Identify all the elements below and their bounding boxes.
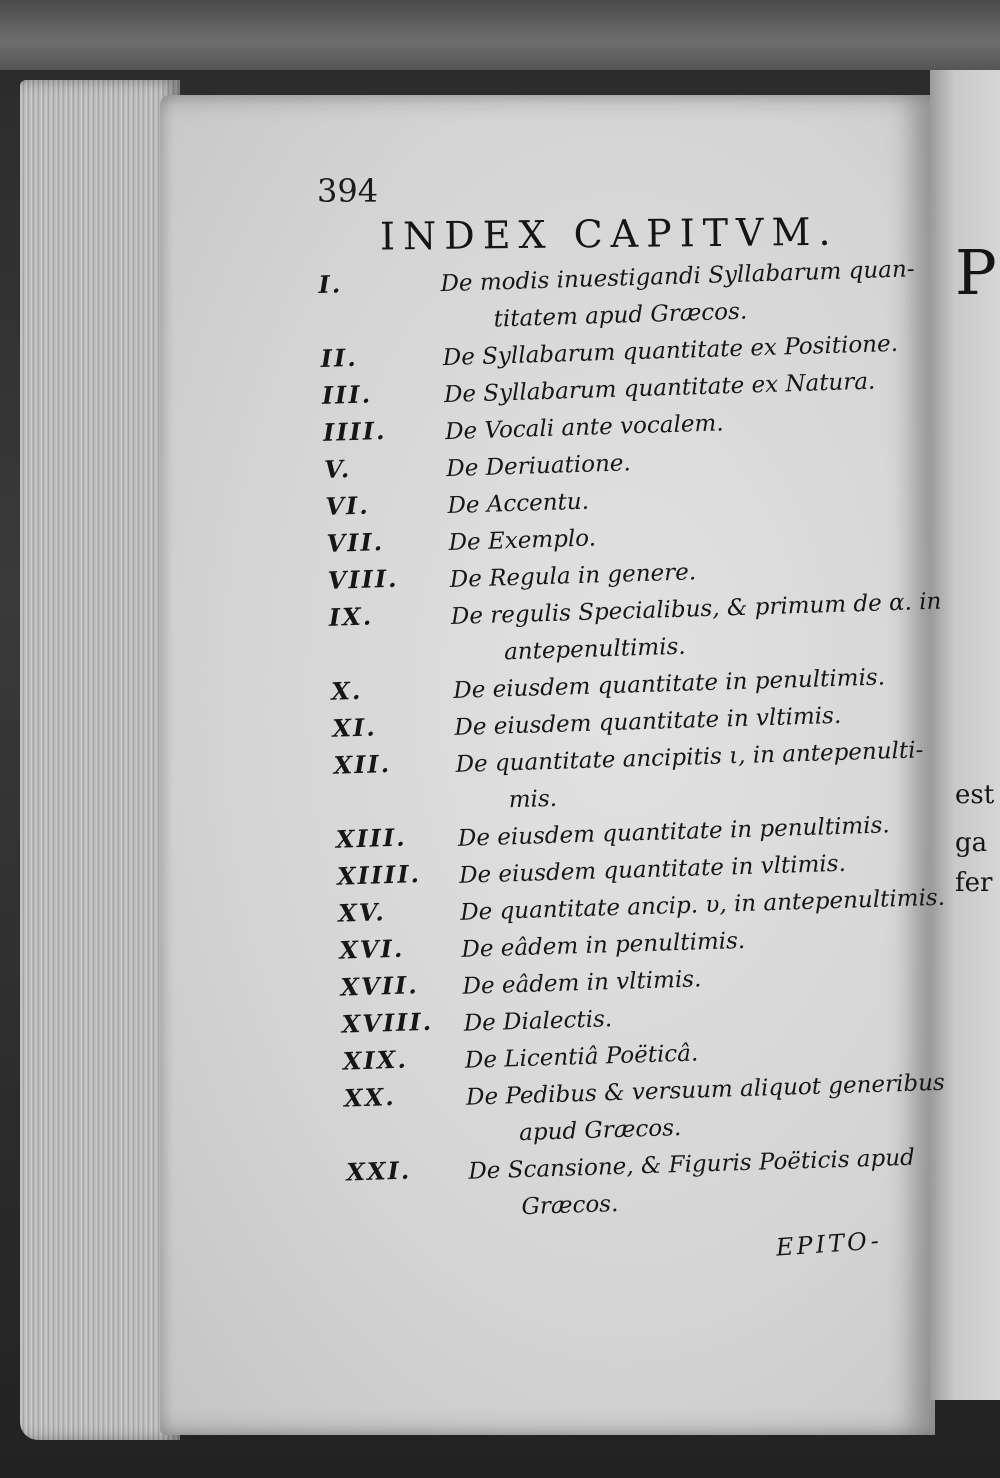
chapter-number: VIII. [327, 563, 399, 595]
chapter-title: De Dialectis. [463, 1006, 613, 1037]
chapter-number: XVII. [340, 970, 420, 1002]
chapter-title: De eâdem in penultimis. [461, 927, 746, 963]
chapter-title: De Exemplo. [448, 525, 597, 557]
chapter-number: XII. [333, 748, 392, 780]
chapter-title: De Deriuatione. [445, 450, 632, 483]
right-page-fragment: fer [955, 868, 993, 898]
chapter-title-continuation: apud Græcos. [518, 1115, 682, 1147]
page-number: 394 [317, 172, 379, 210]
chapter-title: De Licentiâ Poëticâ. [464, 1040, 699, 1074]
chapter-title: De Syllabarum quantitate ex Natura. [443, 368, 876, 409]
chapter-title: De eiusdem quantitate in penultimis. [452, 664, 886, 704]
chapter-number: XI. [331, 712, 378, 743]
chapter-number: VI. [324, 490, 371, 521]
chapter-title: De Pedibus & versuum aliquot generibus [465, 1069, 946, 1111]
chapter-number: XIIII. [336, 859, 422, 891]
chapter-number: XXI. [345, 1155, 412, 1187]
chapter-number: II. [320, 342, 359, 373]
chapter-title: De quantitate ancip. υ, in antepenultimis. [459, 884, 946, 926]
chapter-title: De eiusdem quantitate in penultimis. [457, 812, 890, 852]
chapter-number: XIX. [342, 1044, 409, 1076]
right-page-fragment: ga [955, 828, 988, 858]
chapter-index-list [318, 251, 946, 1231]
chapter-number: IIII. [322, 415, 387, 447]
right-page-initial: P [955, 236, 997, 309]
catchword: EPITO- [775, 1226, 883, 1262]
chapter-number: V. [323, 454, 352, 484]
chapter-number: XV. [337, 897, 387, 928]
chapter-title: De regulis Specialibus, & primum de α. in [450, 588, 942, 630]
chapter-title: De Scansione, & Figuris Poëticis apud [467, 1144, 916, 1185]
chapter-title-continuation: antepenultimis. [503, 633, 686, 666]
book-cover-edge [0, 0, 1000, 70]
chapter-number: XVI. [338, 933, 405, 965]
chapter-number: I. [318, 269, 343, 299]
chapter-title: De eiusdem quantitate in vltimis. [454, 702, 842, 741]
chapter-number: X. [330, 675, 363, 706]
chapter-title-continuation: titatem apud Græcos. [493, 298, 748, 333]
chapter-title: De Accentu. [447, 488, 590, 520]
chapter-title-continuation: mis. [508, 785, 558, 814]
chapter-title: De Vocali ante vocalem. [444, 410, 724, 446]
chapter-title: De Syllabarum quantitate ex Positione. [442, 330, 899, 372]
chapter-number: XVIII. [341, 1006, 434, 1039]
chapter-number: XIII. [335, 822, 407, 854]
chapter-title: De Regula in genere. [449, 559, 697, 594]
chapter-number: XX. [343, 1081, 397, 1113]
chapter-title: De eâdem in vltimis. [462, 966, 702, 1000]
chapter-number: VII. [326, 527, 385, 558]
chapter-title: De modis inuestigandi Syllabarum quan- [440, 256, 915, 298]
chapter-title: De quantitate ancipitis ι, in antepenulti- [455, 737, 924, 778]
page-title: INDEX CAPITVM. [379, 209, 839, 259]
chapter-number: III. [321, 379, 373, 410]
right-page-fragment: est [955, 780, 995, 810]
chapter-title-continuation: Græcos. [521, 1191, 619, 1221]
chapter-number: IX. [328, 601, 374, 632]
chapter-title: De eiusdem quantitate in vltimis. [458, 850, 847, 889]
page-block-edges [20, 80, 180, 1440]
